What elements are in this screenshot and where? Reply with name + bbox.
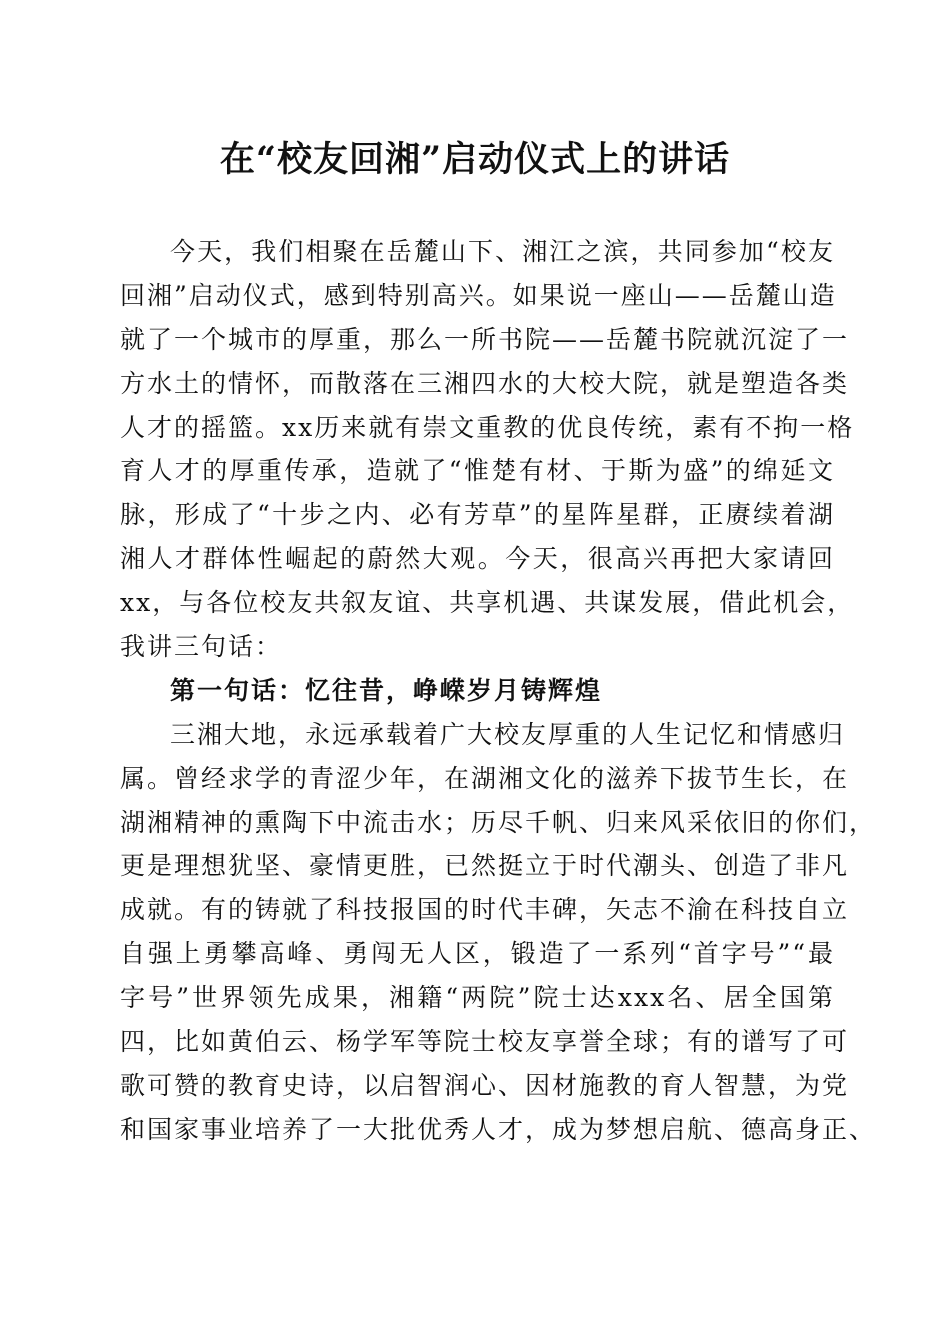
paragraph-2-line: 字号”世界领先成果，湘籍“两院”院士达xxx名、居全国第: [120, 983, 835, 1013]
paragraph-2-line: 成就。有的铸就了科技报国的时代丰碑，矢志不渝在科技自立: [120, 895, 850, 925]
paragraph-1-line: 方水土的情怀，而散落在三湘四水的大校大院，就是塑造各类: [120, 368, 850, 398]
paragraph-2-line: 更是理想犹坚、豪情更胜，已然挺立于时代潮头、创造了非凡: [120, 851, 850, 881]
page-title: 在“校友回湘”启动仪式上的讲话: [219, 139, 731, 180]
speech-body: [120, 230, 877, 1152]
paragraph-1-line: 脉，形成了“十步之内、必有芳草”的星阵星群，正赓续着湖: [120, 500, 835, 530]
paragraph-2-line: 湖湘精神的熏陶下中流击水；历尽千帆、归来风采依旧的你们，: [120, 807, 877, 837]
paragraph-2-line: 四，比如黄伯云、杨学军等院士校友享誉全球；有的谱写了可: [120, 1027, 850, 1057]
paragraph-1-line: 育人才的厚重传承，造就了“惟楚有材、于斯为盛”的绵延文: [120, 456, 835, 486]
paragraph-1-line: 今天，我们相聚在岳麓山下、湘江之滨，共同参加“校友: [170, 237, 835, 266]
paragraph-1-line: xx，与各位校友共叙友谊、共享机遇、共谋发展，借此机会，: [120, 588, 855, 618]
paragraph-1-line: 就了一个城市的厚重，那么一所书院——岳麓书院就沉淀了一: [120, 324, 850, 354]
paragraph-2-line: 属。曾经求学的青涩少年，在湖湘文化的滋养下拔节生长，在: [120, 763, 850, 793]
paragraph-2-line: 三湘大地，永远承载着广大校友厚重的人生记忆和情感归: [170, 719, 846, 749]
section-heading-1: 第一句话：忆往昔，峥嵘岁月铸辉煌: [170, 675, 603, 705]
paragraph-1-line: 湘人才群体性崛起的蔚然大观。今天，很高兴再把大家请回: [120, 544, 835, 574]
paragraph-2-line: 歌可赞的教育史诗，以启智润心、因材施教的育人智慧，为党: [120, 1070, 850, 1100]
paragraph-1-line: 我讲三句话：: [120, 632, 283, 662]
paragraph-2-line: 和国家事业培养了一大批优秀人才，成为梦想启航、德高身正、: [120, 1114, 877, 1144]
paragraph-1-line: 人才的摇篮。xx历来就有崇文重教的优良传统，素有不拘一格: [120, 412, 855, 442]
paragraph-1-line: 回湘”启动仪式，感到特别高兴。如果说一座山——岳麓山造: [120, 280, 837, 310]
paragraph-2-line: 自强上勇攀高峰、勇闯无人区，锻造了一系列“首字号”“最: [120, 939, 835, 969]
